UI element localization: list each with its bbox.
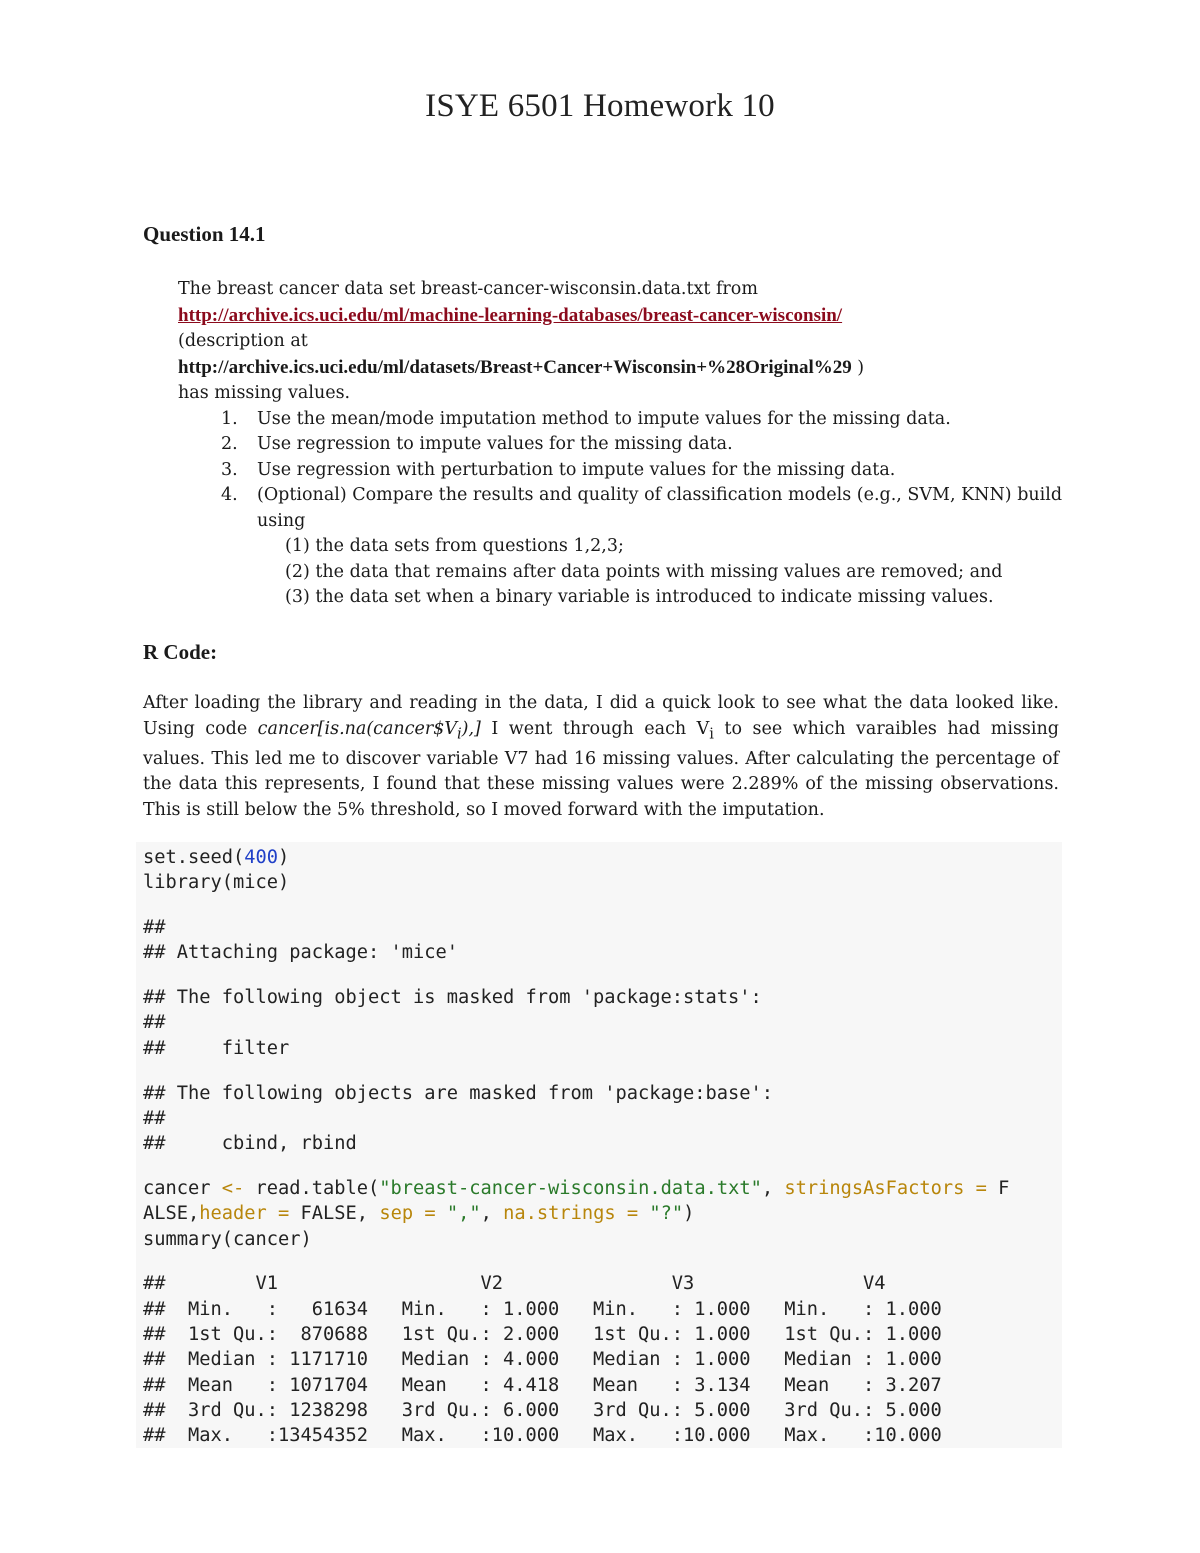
- question-heading: Question 14.1: [143, 222, 266, 246]
- code-block: set.seed(400) library(mice) ## ## Attaching package: 'mice' ## The following object is masked from 'package:stats': ## ## filter ## The following objects are masked from 'package:base': ## ## cbind, rbind cancer <- read.table("breast-cancer-wisconsin.data.txt", stringsAsFactors = F ALSE,header = FALSE, sep = ",", na.strings = "?") summary(cancer) ## V1 V2 V3 V4 ## Min. : 61634 Min. : 1.000 Min. : 1.000 Min. : 1.000 ## 1st Qu.: 870688 1st Qu.: 2.000 1st Qu.: 1.000 1st Qu.: 1.000 ## Median : 1171710 Median : 4.000 Median : 1.000 Median : 1.000 ## Mean : 1071704 Mean : 4.418 Mean : 3.134 Mean : 3.207 ## 3rd Qu.: 1238298 3rd Qu.: 6.000 3rd Qu.: 5.000 3rd Qu.: 5.000 ## Max. :13454352 Max. :10.000 Max. :10.000 Max. :10.000: [143, 847, 1010, 1447]
- rcode-heading: R Code:: [143, 640, 218, 664]
- list-item: (1) the data sets from questions 1,2,3;: [285, 536, 624, 556]
- list-item: 4. (Optional) Compare the results and quality of classification models (e.g., SVM, KNN) build using: [221, 485, 1063, 531]
- list-item: 2. Use regression to impute values for the missing data.: [221, 434, 733, 454]
- subtask-list: [178, 534, 1078, 611]
- intro-end: has missing values.: [178, 383, 351, 403]
- console-output: ## The following objects are masked from 'package:base': ## ## cbind, rbind: [143, 1082, 774, 1155]
- desc-url: http://archive.ics.uci.edu/ml/datasets/Breast+Cancer+Wisconsin+%28Original%29: [178, 356, 852, 378]
- intro-line: The breast cancer data set breast-cancer-wisconsin.data.txt from: [178, 279, 758, 299]
- list-item: 1. Use the mean/mode imputation method to impute values for the missing data.: [221, 408, 951, 429]
- desc-prefix: (description at: [178, 331, 308, 351]
- question-body: [178, 277, 1078, 611]
- list-item: (2) the data that remains after data points with missing values are removed; and: [285, 561, 1003, 582]
- list-item: 3. Use regression with perturbation to impute values for the missing data.: [221, 459, 896, 480]
- data-url-link[interactable]: http://archive.ics.uci.edu/ml/machine-learning-databases/breast-cancer-wisconsin/: [178, 304, 843, 326]
- task-list: [178, 407, 1078, 535]
- summary-output: ## V1 V2 V3 V4 ## Min. : 61634 Min. : 1.000 Min. : 1.000 Min. : 1.000 ## 1st Qu.: 870688 1st Qu.: 2.000 1st Qu.: 1.000 1st Qu.: 1.000 ## Median : 1171710 Median : 4.000 Median : 1.000 Median : 1.000 ## Mean : 1071704 Mean : 4.418 Mean : 3.134 Mean : 3.207 ## 3rd Qu.: 1238298 3rd Qu.: 6.000 3rd Qu.: 5.000 3rd Qu.: 5.000 ## Max. :13454352 Max. :10.000 Max. :10.000 Max. :10.000: [143, 1273, 942, 1447]
- inline-code: $cancer[is.na(cancer\$V_i),]$: [257, 718, 481, 742]
- list-item: (3) the data set when a binary variable is introduced to indicate missing values.: [285, 587, 994, 607]
- console-output: ## The following object is masked from 'package:stats': ## ## filter: [143, 987, 762, 1059]
- analysis-paragraph: After loading the library and reading in the data, I did a quick look to see what the data looked like. Using code $cancer[is.na(cancer\$V_i),]$ I went through each $V_i$ to see which varaibles had missing values. This led me to discover variable V7 had 16 missing values. After calculating the percentage of the data this represents, I found that these missing values were 2.289% of the missing observations. This is still below the 5% threshold, so I moved forward with the imputation.: [143, 693, 1059, 820]
- desc-suffix: ): [851, 357, 865, 378]
- page-title: ISYE 6501 Homework 10: [425, 88, 775, 124]
- console-output: ## ## Attaching package: 'mice': [143, 917, 459, 964]
